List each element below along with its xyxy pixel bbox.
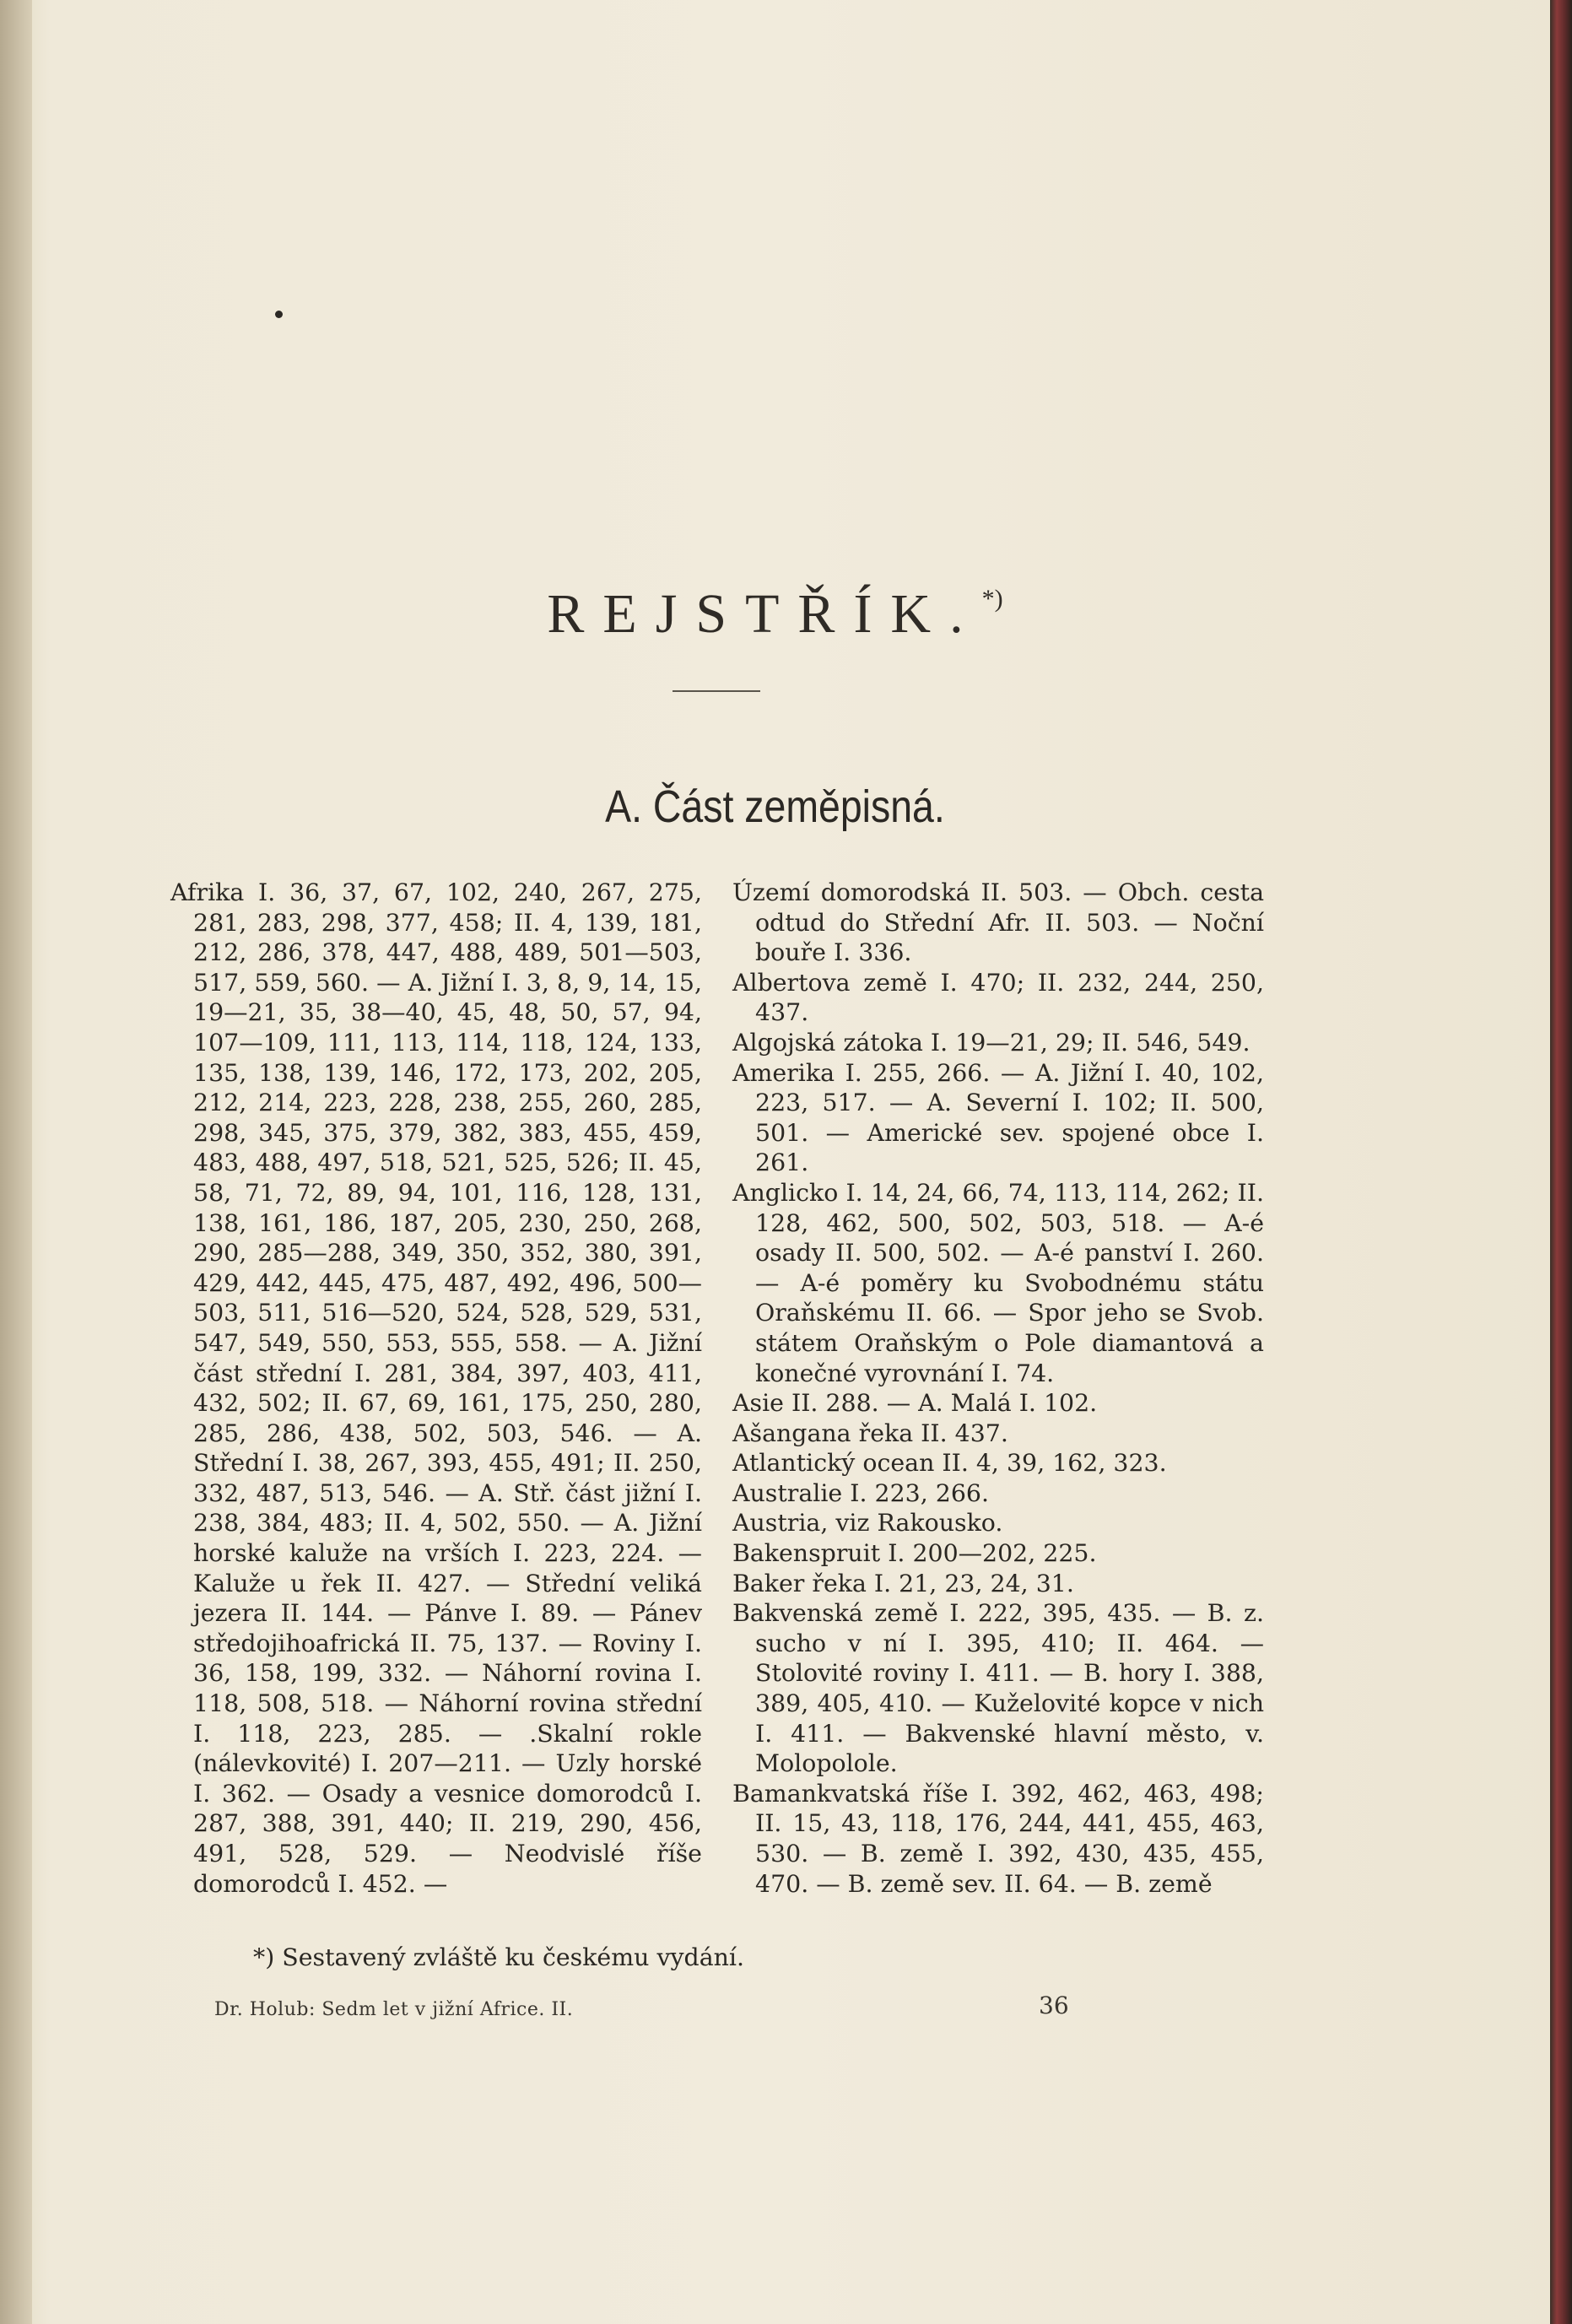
index-entry: Baker řeka I. 21, 23, 24, 31. bbox=[732, 1569, 1074, 1597]
index-entry: Ašangana řeka II. 437. bbox=[732, 1419, 1008, 1447]
title-divider bbox=[673, 690, 760, 692]
index-entry: Atlantický ocean II. 4, 39, 162, 323. bbox=[732, 1449, 1167, 1478]
index-entry: Afrika I. 36, 37, 67, 102, 240, 267, 275, 281, 283, 298, 377, 458; II. 4, 139, 181, 212, 286, 378, 447, 488, 489, 501—503, 517, 559, 560. — A. Jižní I. 3, 8, 9, 14, 15, 19—21, 35, 38—40, 45, 48, 50, 57, 94, 107—109, 111, 113, 114, 118, 124, 133, 135, 138, 139, 146, 172, 173, 202, 205, 212, 214, 223, 228, 238, 255, 260, 285, 298, 345, 375, 379, 382, 383, 455, 459, 483, 488, 497, 518, 521, 525, 526; II. 45, 58, 71, 72, 89, 94, 101, 116, 128, 131, 138, 161, 186, 187, 205, 230, 250, 268, 290, 285—288, 349, 350, 352, 380, 391, 429, 442, 445, 475, 487, 492, 496, 500—503, 511, 516—520, 524, 528, 529, 531, 547, 549, 550, 553, 555, 558. — A. Jižní část střední I. 281, 384, 397, 403, 411, 432, 502; II. 67, 69, 161, 175, 250, 280, 285, 286, 438, 502, 503, 546. — A. Střední I. 38, 267, 393, 455, 491; II. 250, 332, 487, 513, 546. — A. Stř. část jižní I. 238, 384, 483; II. 4, 502, 550. — A. Jižní horské kaluže na vrších I. 223, 224. — Kaluže u řek II. 427. — Střední veliká jezera II. 144. — Pánve I. 89. — Pánev středojihoafrická II. 75, 137. — Roviny I. 36, 158, 199, 332. — Náhorní rovina I. 118, 508, 518. — Náhorní rovina střední I. 118, 223, 285. — .Skalní rokle (nálevkovité) I. 207—211. — Uzly horské I. 362. — Osady a vesnice domorodců I. 287, 388, 391, 440; II. 219, 290, 456, 491, 528, 529. — Neodvislé říše domorodců I. 452. — bbox=[170, 878, 702, 1898]
index-entry: Algojská zátoka I. 19—21, 29; II. 546, 549. bbox=[732, 1028, 1251, 1057]
index-entry: Bamankvatská říše I. 392, 462, 463, 498; II. 15, 43, 118, 176, 244, 441, 455, 463, 530. — B. země I. 392, 430, 435, 455, 470. — B. země sev. II. 64. — B. země bbox=[732, 1779, 1264, 1898]
index-entry: Bakvenská země I. 222, 395, 435. — B. z. sucho v ní I. 395, 410; II. 464. — Stolovité roviny I. 411. — B. hory I. 388, 389, 405, 410. — Kuželovité kopce v nich I. 411. — Bakvenské hlavní město, v. Molopolole. bbox=[732, 1599, 1264, 1778]
index-entry: Australie I. 223, 266. bbox=[732, 1478, 989, 1507]
index-entry: Austria, viz Rakousko. bbox=[732, 1509, 1003, 1538]
index-column-left bbox=[170, 878, 702, 1899]
index-entry: Albertova země I. 470; II. 232, 244, 250, 437. bbox=[732, 968, 1264, 1027]
footnote: *) Sestavený zvláště ku českému vydání. bbox=[253, 1943, 745, 1971]
book-spine-edge bbox=[1550, 0, 1572, 2324]
index-entry: Amerika I. 255, 266. — A. Jižní I. 40, 102, 223, 517. — A. Severní I. 102; II. 500, 501. — Americké sev. spojené obce I. 261. bbox=[732, 1058, 1264, 1177]
page-title-text: REJSTŘÍK. bbox=[547, 583, 982, 645]
index-entry: Bakenspruit I. 200—202, 225. bbox=[732, 1539, 1097, 1568]
index-entry: Anglicko I. 14, 24, 66, 74, 113, 114, 262; II. 128, 462, 500, 502, 503, 518. — A-é osady II. 500, 502. — A-é panství I. 260. — A-é poměry ku Svobodnému státu Oraňskému II. 66. — Spor jeho se Svob. státem Oraňským o Pole diamantová a konečné vyrovnání I. 74. bbox=[732, 1178, 1264, 1387]
index-entry: Území domorodská II. 503. — Obch. cesta odtud do Střední Afr. II. 503. — Noční bouře I. 336. bbox=[732, 878, 1264, 967]
section-heading: A. Část zeměpisná. bbox=[605, 781, 945, 832]
index-entry: Asie II. 288. — A. Malá I. 102. bbox=[732, 1389, 1098, 1418]
running-footer-title: Dr. Holub: Sedm let v jižní Africe. II. bbox=[214, 1999, 574, 2020]
signature-number: 36 bbox=[1039, 1992, 1069, 2019]
book-gutter bbox=[0, 0, 32, 2324]
ink-dot bbox=[275, 311, 283, 318]
page-title bbox=[0, 582, 1550, 646]
title-footnote-mark: *) bbox=[981, 585, 1003, 613]
index-column-right bbox=[732, 878, 1264, 1899]
